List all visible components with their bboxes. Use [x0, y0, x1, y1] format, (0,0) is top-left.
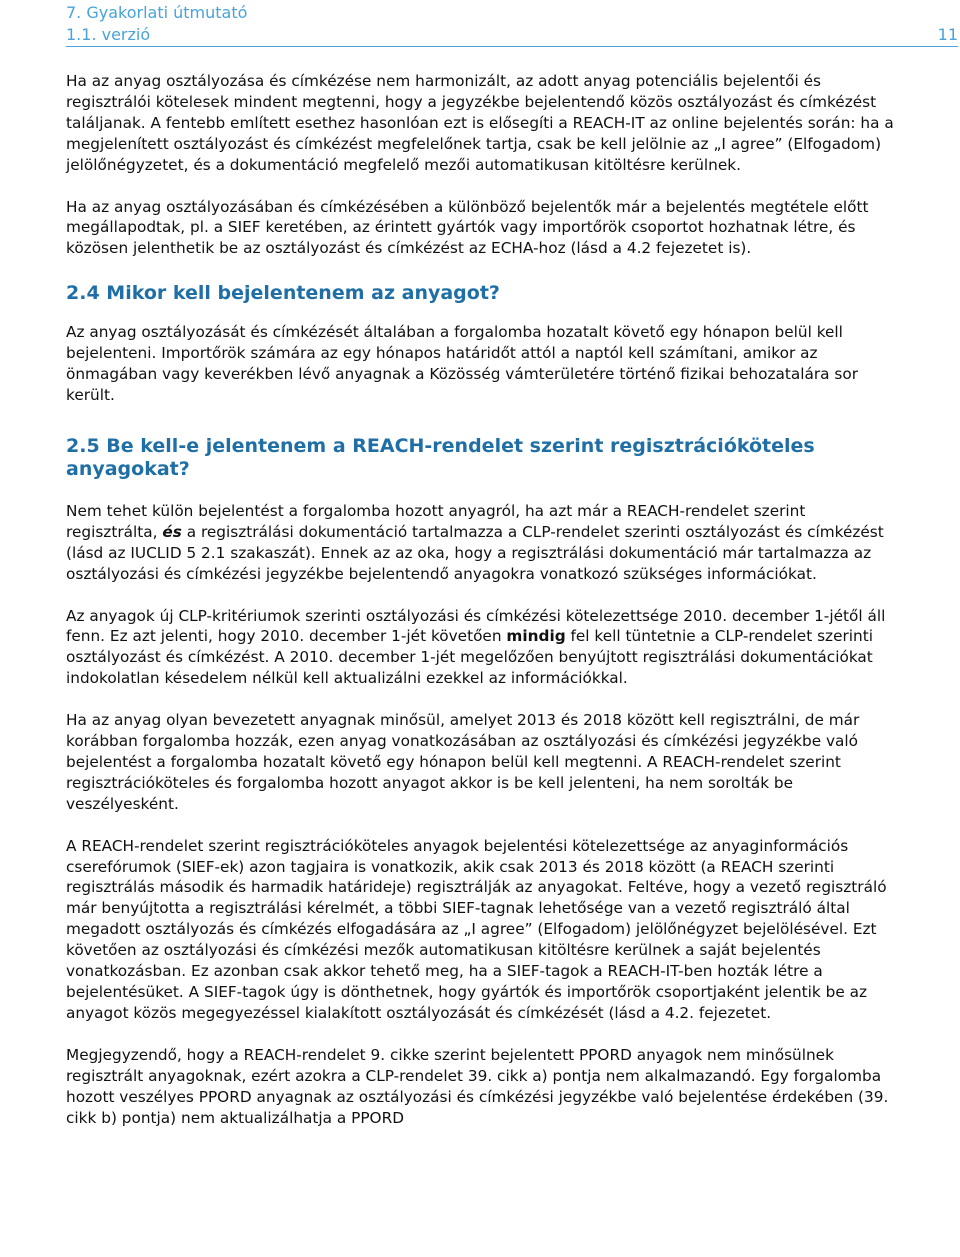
text-run: a regisztrálási dokumentáció tartalmazza a CLP-rendelet szerinti osztályozást és címkézést (lásd az IUCLID 5 2.1 szakaszát). Ennek az az oka, hogy a regisztrálási dokumentáció már tartalmazza az osztályozási és címkézési jegyzékbe bejelentendő anyagokra vonatkozó szükséges információkat.	[66, 522, 884, 583]
paragraph: Ha az anyag osztályozásában és címkézésében a különböző bejelentők már a bejelentés megtétele előtt megállapodtak, pl. a SIEF keretében, az érintett gyártók vagy importőrök csoportot hozhatnak létre, és közösen jelenthetik be az osztályozást és címkézést az ECHA-hoz (lásd a 4.2 fejezetet is).	[66, 197, 869, 258]
document-body	[66, 71, 896, 1149]
section-title: Be kell-e jelentenem a REACH-rendelet szerint regisztrációköteles anyagokat?	[66, 434, 815, 480]
text-run: Az anyagok új CLP-kritériumok szerinti osztályozási és címkézési kötelezettsége 2010. december 1-jétől áll fenn. Ez azt jelenti, hogy 2010. december 1-jét követően	[66, 606, 886, 646]
paragraph: Az anyag osztályozását és címkézését általában a forgalomba hozatalt követő egy hónapon belül kell bejelenteni. Importőrök számára az egy hónapos határidőt attól a naptól kell számítani, amikor az önmagában vagy keverékben lévő anyagnak a Közösség vámterületére történő fizikai behozatalára sor került.	[66, 323, 858, 404]
emphasis: mindig	[506, 627, 566, 646]
version-label: 1.1. verzió	[66, 25, 151, 44]
header-rule	[66, 46, 958, 47]
paragraph: Ha az anyag osztályozása és címkézése nem harmonizált, az adott anyag potenciális bejelentői és regisztrálói kötelesek mindent megtenni, hogy a jegyzékbe bejelentendő közös osztályozást és címkézést találjanak. A fentebb említett esethez hasonlóan ezt is elősegíti a REACH-IT az online bejelentés során: ha a megjelenített osztályozást és címkézést megfelelőnek tartja, csak be kell jelölnie az „I agree” (Elfogadom) jelölőnégyzetet, és a dokumentáció megfelelő mezői automatikusan kitöltésre kerülnek.	[66, 72, 894, 174]
emphasis: és	[162, 522, 182, 541]
text-run: fel kell tüntetnie a CLP-rendelet szerinti osztályozást és címkézést. A 2010. december 1-jét megelőzően benyújtott regisztrálási dokumentációkat indokolatlan késedelem nélkül kell aktualizálni ezekkel az információkkal.	[66, 627, 873, 688]
paragraph: Ha az anyag olyan bevezetett anyagnak minősül, amelyet 2013 és 2018 között kell regisztrálni, de már korábban forgalomba hozzák, ezen anyag vonatkozásában az osztályozási és címkézési jegyzékbe való bejelentést a forgalomba hozatalt követő egy hónapon belül kell megtenni. A REACH-rendelet szerint regisztrációköteles és forgalomba hozott anyagot akkor is be kell jelenteni, ha nem sorolták be veszélyesként.	[66, 711, 860, 813]
paragraph: Megjegyzendő, hogy a REACH-rendelet 9. cikke szerint bejelentett PPORD anyagok nem minősülnek regisztrált anyagoknak, ezért azokra a CLP-rendelet 39. cikk a) pontja nem alkalmazandó. Egy forgalomba hozott veszélyes PPORD anyagnak az osztályozási és címkézési jegyzékbe való bejelentése érdekében (39. cikk b) pontja) nem aktualizálhatja a PPORD	[66, 1045, 889, 1127]
paragraph	[66, 501, 896, 585]
section-title: Mikor kell bejelentenem az anyagot?	[106, 282, 500, 305]
page-header	[66, 2, 958, 46]
section-number: 2.5	[66, 434, 100, 457]
paragraph: A REACH-rendelet szerint regisztrációköteles anyagok bejelentési kötelezettsége az anyaginformációs cserefórumok (SIEF-ek) azon tagjaira is vonatkozik, akik csak 2013 és 2018 között (a REACH szerinti regisztrálás második és harmadik határideje) regisztrálják az anyagokat. Feltéve, hogy a vezető regisztráló már benyújtotta a regisztrálási kérelmét, a többi SIEF-tagnak lehetősége van a vezető regisztráló által megadott osztályozás és címkézés elfogadására az „I agree” (Elfogadom) jelölőnégyzet bejelölésével. Ezt követően az osztályozási és címkézési mezők automatikusan kitöltésre kerülnek a saját bejelentés vonatkozásban. Ez azonban csak akkor tehető meg, ha a SIEF-tagok a REACH-IT-ben hozták létre a bejelentésüket. A SIEF-tagok úgy is dönthetnek, hogy gyártók és importőrök csoportjaként jelentik be az anyagot közös megegyezéssel kialakított osztályozását és címkézését (lásd a 4.2. fejezetet.	[66, 836, 887, 1022]
text-run: Nem tehet külön bejelentést a forgalomba hozott anyagról, ha azt már a REACH-rendelet szerint regisztrálta,	[66, 501, 806, 541]
page-number: 11	[937, 25, 958, 44]
section-heading-2-5	[66, 435, 896, 481]
section-heading-2-4	[66, 282, 896, 305]
paragraph	[66, 606, 896, 690]
chapter-title: 7. Gyakorlati útmutató	[66, 3, 248, 22]
section-number: 2.4	[66, 282, 100, 305]
